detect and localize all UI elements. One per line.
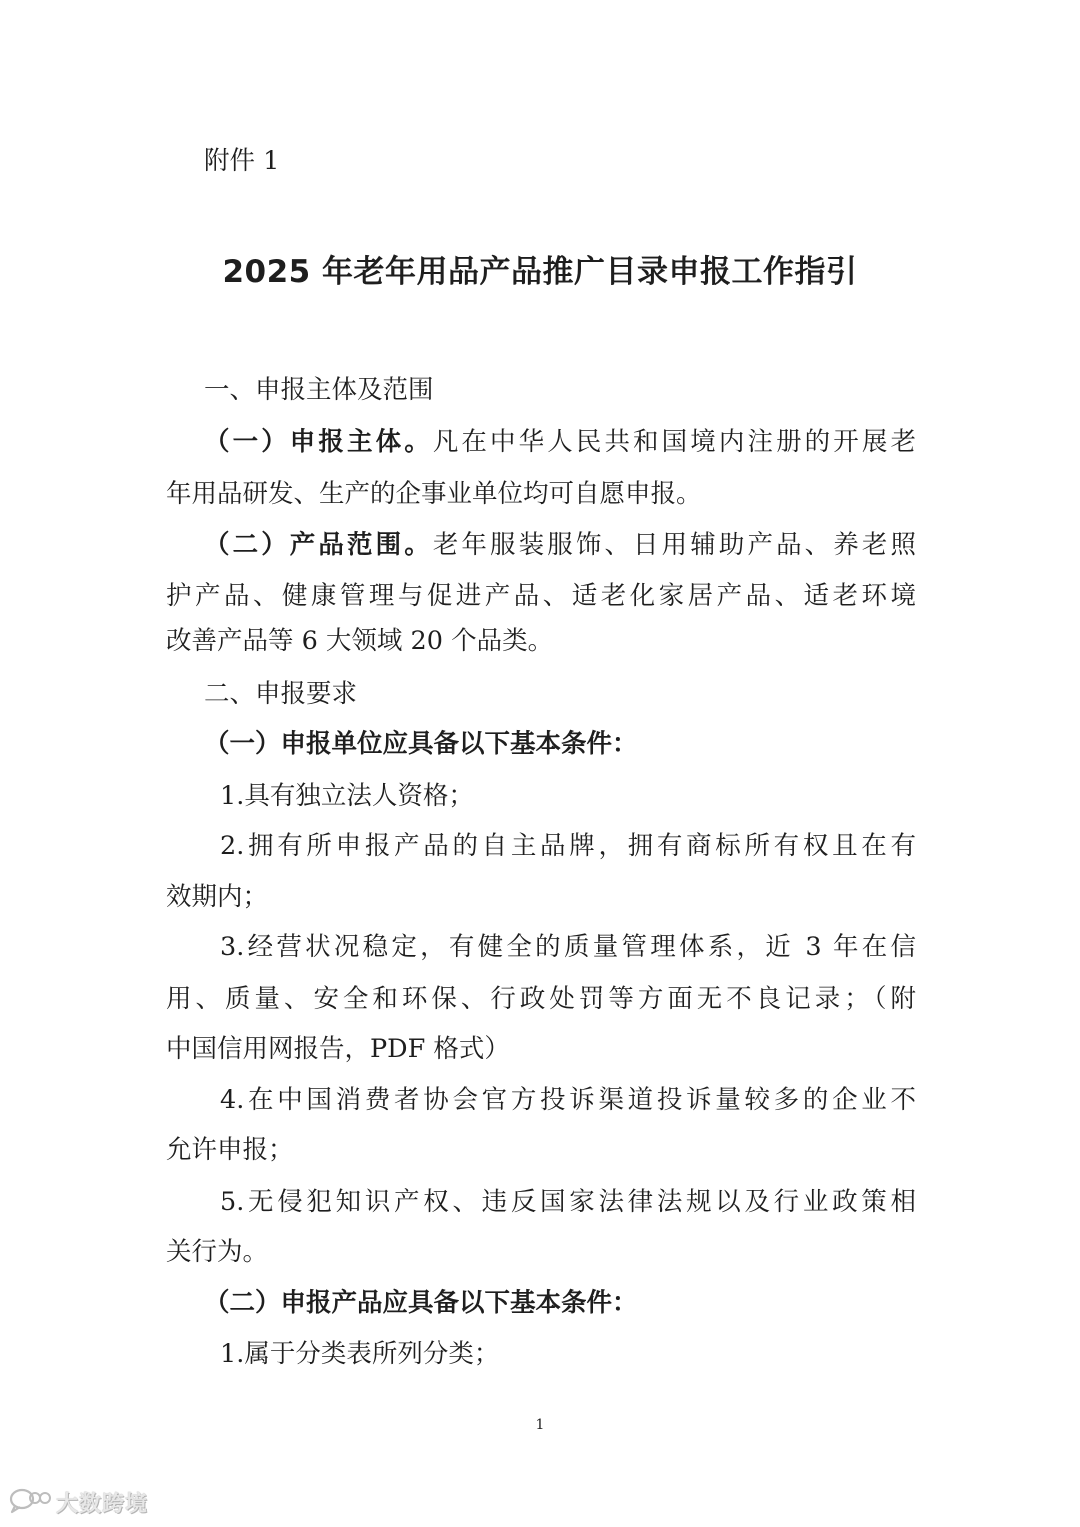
page-number: 1 <box>535 1417 545 1433</box>
paragraph-2-line-3: 改善产品等 6 大领域 20 个品类。 <box>166 626 554 656</box>
subsection-heading-1: （一）申报单位应具备以下基本条件： <box>204 729 638 759</box>
document-title: 2025 年老年用品产品推广目录申报工作指引 <box>222 254 858 290</box>
paragraph-2-line-2: 护产品、健康管理与促进产品、适老化家居产品、适老环境 <box>166 581 916 611</box>
paragraph-1-line-2: 年用品研发、生产的企事业单位均可自愿申报。 <box>166 479 702 509</box>
chat-bubble-logo-icon <box>8 1486 52 1518</box>
product-requirement-item-1: 1.属于分类表所列分类； <box>220 1339 500 1369</box>
section-heading-1: 一、申报主体及范围 <box>204 375 434 405</box>
paragraph-2-label: （二）产品范围。 <box>204 530 433 560</box>
subsection-heading-2: （二）申报产品应具备以下基本条件： <box>204 1288 638 1318</box>
paragraph-1-text: 凡在中华人民共和国境内注册的开展老 <box>432 427 916 457</box>
requirement-item-4-line-1: 4.在中国消费者协会官方投诉渠道投诉量较多的企业不 <box>220 1085 916 1115</box>
requirement-item-2-line-2: 效期内； <box>166 882 269 912</box>
requirement-item-2-line-1: 2.拥有所申报产品的自主品牌，拥有商标所有权且在有 <box>220 831 916 861</box>
paragraph-2-line-1 <box>166 528 916 562</box>
requirement-item-5-line-2: 关行为。 <box>166 1237 269 1267</box>
paragraph-1-line-1 <box>166 425 916 459</box>
requirement-item-5-line-1: 5.无侵犯知识产权、违反国家法律法规以及行业政策相 <box>220 1187 916 1217</box>
watermark <box>8 1486 148 1518</box>
attachment-label: 附件 1 <box>204 146 280 176</box>
paragraph-2-text: 老年服装服饰、日用辅助产品、养老照 <box>432 530 916 560</box>
watermark-text: 大数跨境 <box>56 1491 149 1517</box>
requirement-item-1: 1.具有独立法人资格； <box>220 781 474 811</box>
requirement-item-4-line-2: 允许申报； <box>166 1135 294 1165</box>
requirement-item-3-line-2: 用、质量、安全和环保、行政处罚等方面无不良记录；（附 <box>166 984 916 1014</box>
section-heading-2: 二、申报要求 <box>204 679 358 709</box>
paragraph-1-label: （一）申报主体。 <box>204 427 433 457</box>
requirement-item-3-line-1: 3.经营状况稳定，有健全的质量管理体系，近 3 年在信 <box>220 932 916 962</box>
requirement-item-3-line-3: 中国信用网报告，PDF 格式） <box>166 1034 510 1064</box>
